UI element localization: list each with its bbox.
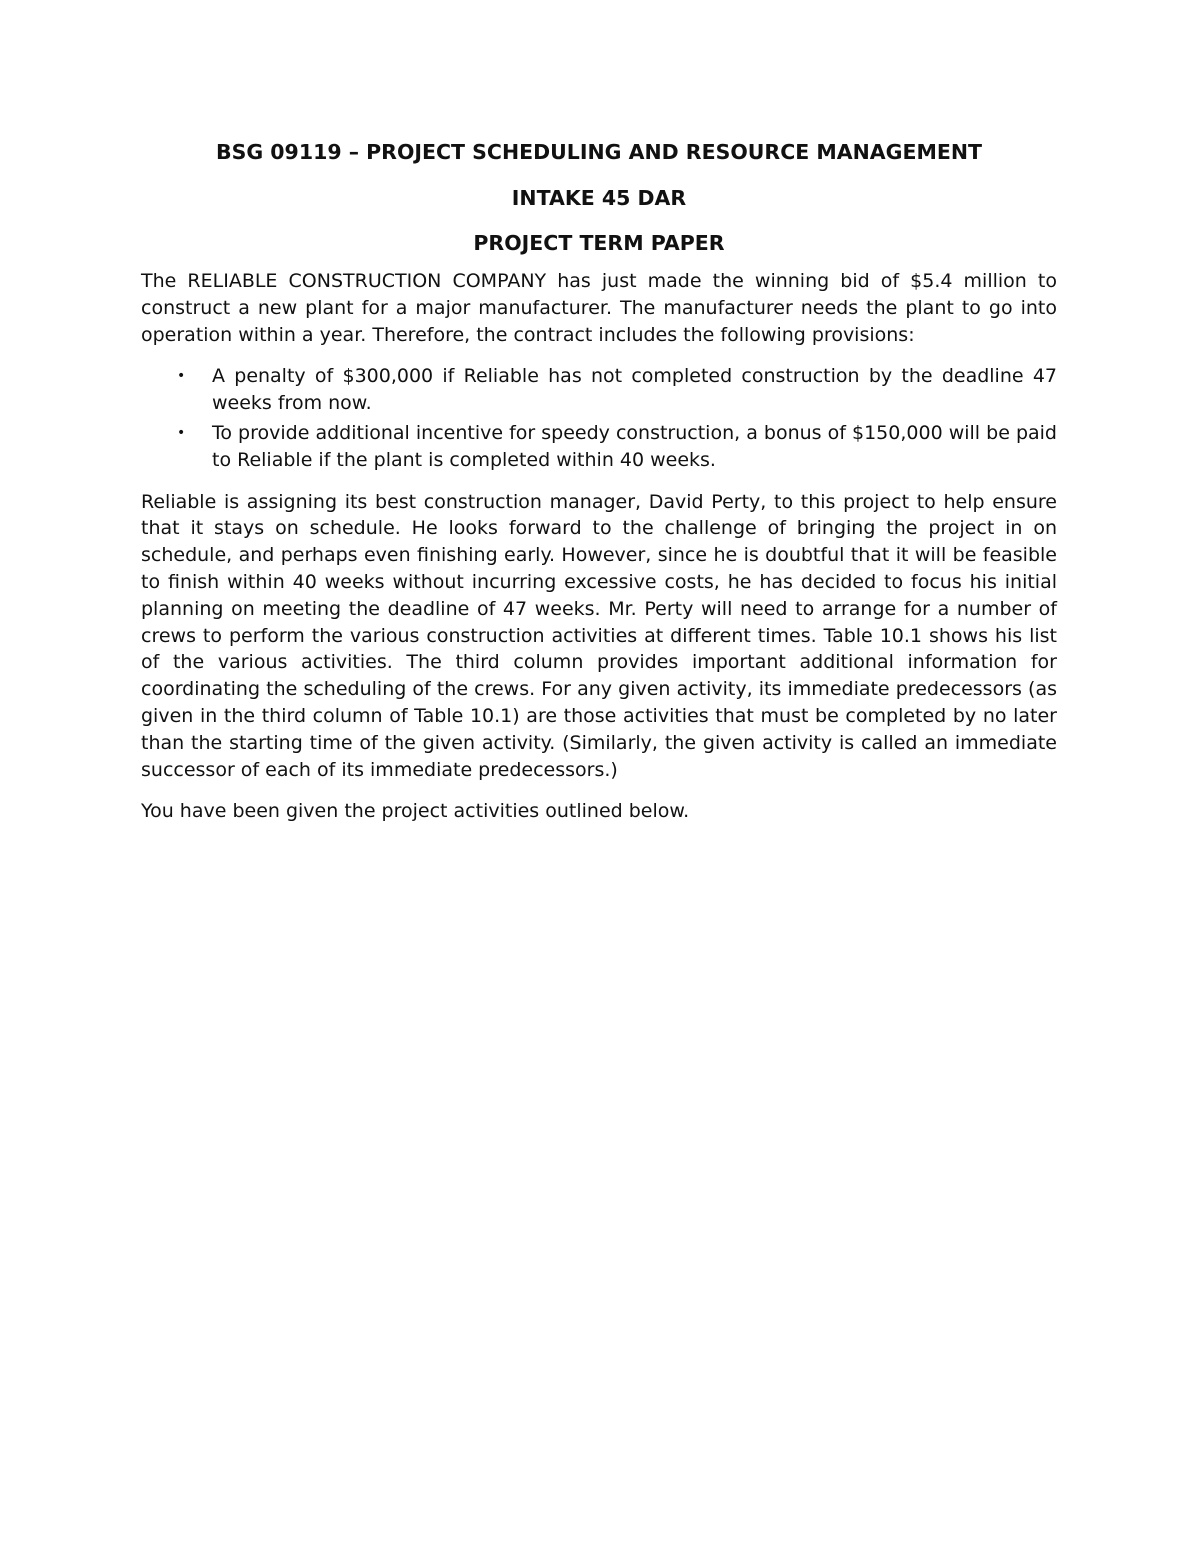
provision-item-bonus	[141, 420, 1057, 474]
provision-text: A penalty of $300,000 if Reliable has not completed construction by the deadline 47 weeks from now.	[212, 365, 1057, 415]
provisions-list	[141, 363, 1057, 473]
bullet-marker: •	[177, 368, 186, 385]
bullet-marker: •	[177, 424, 186, 441]
provision-text: To provide additional incentive for speedy construction, a bonus of $150,000 will be paid to Reliable if the plant is completed within 40 weeks.	[212, 421, 1057, 471]
closing-paragraph: You have been given the project activities outlined below.	[141, 800, 690, 823]
paper-title: PROJECT TERM PAPER	[473, 231, 725, 255]
provision-item-penalty	[141, 363, 1057, 417]
body-paragraph: Reliable is assigning its best construction manager, David Perty, to this project to help ensure that it stays on schedule. He looks forward to the challenge of bringing the project in on schedule, and perhaps even finishing early. However, since he is doubtful that it will be feasible to finish within 40 weeks without incurring excessive costs, he has decided to focus his initial planning on meeting the deadline of 47 weeks. Mr. Perty will need to arrange for a number of crews to perform the various construction activities at different times. Table 10.1 shows his list of the various activities. The third column provides important additional information for coordinating the scheduling of the crews. For any given activity, its immediate predecessors (as given in the third column of Table 10.1) are those activities that must be completed by no later than the starting time of the given activity. (Similarly, the given activity is called an immediate successor of each of its immediate predecessors.)	[141, 490, 1057, 781]
document-content	[141, 138, 1057, 840]
intake-heading: INTAKE 45 DAR	[511, 186, 687, 210]
course-title: BSG 09119 – PROJECT SCHEDULING AND RESOURCE MANAGEMENT	[215, 140, 983, 164]
intro-paragraph: The RELIABLE CONSTRUCTION COMPANY has just made the winning bid of $5.4 million to construct a new plant for a major manufacturer. The manufacturer needs the plant to go into operation within a year. Therefore, the contract includes the following provisions:	[141, 270, 1057, 346]
